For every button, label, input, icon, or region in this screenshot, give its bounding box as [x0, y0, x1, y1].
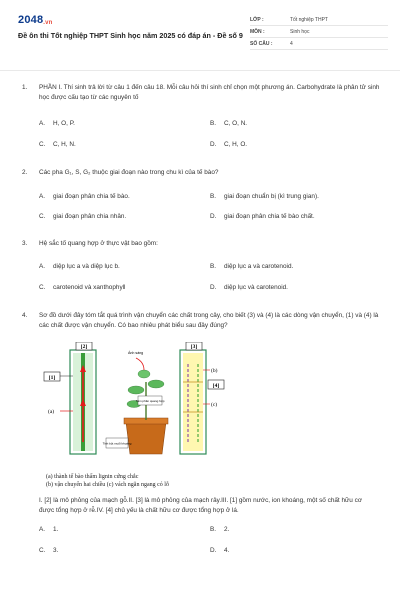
option-letter: A. [39, 263, 46, 270]
option-letter: D. [210, 547, 217, 554]
option-b[interactable] [210, 526, 229, 533]
option-text: C, H, N. [53, 141, 76, 148]
label-b: (b) [211, 368, 218, 374]
label-tam-phan: Tâm phân quang hợp [135, 399, 165, 403]
option-letter: D. [210, 213, 217, 220]
plant-transport-diagram [40, 342, 230, 474]
option-letter: C. [39, 547, 46, 554]
meta-row-count [250, 38, 388, 50]
question-stem: Các pha G₁, S, G₂ thuộc giai đoạn nào trong chu kì của tế bào? [39, 169, 219, 176]
logo-suffix: .vn [43, 20, 53, 26]
question-stem: Sơ đồ dưới đây tóm tắt quá trình vận chuyển các chất trong cây, cho biết (3) và (4) là các dòng vận chuyển, (1) và (4) là các chất được vận chuyển. Có bao nhiêu phát biểu sau đây đúng? [39, 312, 379, 329]
label-tinh-bot: Tinh bột muối khoáng [102, 441, 132, 446]
label-c: (c) [211, 402, 218, 408]
option-letter: B. [210, 120, 217, 127]
option-text: 3. [53, 547, 59, 554]
page-header [18, 14, 388, 56]
option-letter: D. [210, 284, 217, 291]
question-number: 2. [22, 169, 28, 176]
question-3 [22, 239, 380, 249]
question-4-statements [39, 496, 379, 515]
figure-caption-1: (a) thành tế bào thấm lignin cứng chắc [46, 474, 139, 480]
option-letter: C. [39, 284, 46, 291]
logo-text: 2048 [18, 14, 44, 26]
label-1: [1] [48, 375, 56, 381]
option-text: giai đoạn chuẩn bị (kì trung gian). [224, 193, 319, 200]
option-text: giai đoạn phân chia tế bào. [53, 193, 130, 200]
option-text: 2. [224, 526, 230, 533]
option-text: diệp lục a và diệp lục b. [53, 263, 120, 270]
meta-value: Sinh học [290, 29, 310, 35]
option-d[interactable] [210, 547, 229, 554]
meta-key: MÔN : [250, 29, 265, 35]
question-number: 1. [22, 84, 28, 91]
label-3: [3] [190, 344, 198, 351]
plant-leaf [138, 370, 150, 378]
option-a[interactable] [39, 526, 58, 533]
option-text: 4. [224, 547, 230, 554]
option-b[interactable] [210, 193, 319, 200]
option-c[interactable] [39, 547, 58, 554]
option-letter: B. [210, 526, 217, 533]
question-stem: Hệ sắc tố quang hợp ở thực vật bao gồm: [39, 240, 158, 247]
option-text: 1. [53, 526, 59, 533]
option-text: carotenoid và xanthophyll [53, 284, 126, 291]
figure-caption-2: (b) vận chuyển hai chiều (c) vách ngăn ngang có lỗ [46, 482, 169, 488]
question-stem: PHẦN I. Thí sinh trả lời từ câu 1 đến câu 18. Mỗi câu hỏi thí sinh chỉ chọn một phương án. Carbohydrate là phân tử sinh học được cấu tạo từ các nguyên tố [39, 84, 380, 101]
option-c[interactable] [39, 284, 125, 291]
meta-value: 4 [290, 41, 293, 47]
question-number: 3. [22, 240, 28, 247]
option-letter: A. [39, 193, 46, 200]
option-c[interactable] [39, 213, 126, 220]
question-number: 4. [22, 312, 28, 319]
option-letter: C. [39, 141, 46, 148]
option-d[interactable] [210, 213, 315, 220]
option-c[interactable] [39, 141, 76, 148]
plant-leaf [128, 386, 144, 394]
exam-title: Đề ôn thi Tốt nghiệp THPT Sinh học năm 2025 có đáp án - Đề số 9 [18, 31, 243, 40]
option-a[interactable] [39, 193, 130, 200]
option-letter: B. [210, 263, 217, 270]
option-letter: B. [210, 193, 217, 200]
option-text: giai đoạn phân chia tế bào chất. [224, 213, 315, 220]
option-d[interactable] [210, 141, 247, 148]
option-letter: A. [39, 526, 46, 533]
sunlight-arrow [136, 358, 144, 370]
option-b[interactable] [210, 263, 293, 270]
meta-key: SỐ CÂU : [250, 41, 273, 47]
label-anh-sang: Ánh sáng [128, 351, 144, 355]
option-text: giai đoạn phân chia nhân. [53, 213, 127, 220]
label-2: [2] [80, 344, 88, 351]
option-b[interactable] [210, 120, 247, 127]
header-divider [0, 70, 400, 71]
option-letter: D. [210, 141, 217, 148]
option-a[interactable] [39, 263, 120, 270]
phloem-inner [183, 353, 203, 451]
option-a[interactable] [39, 120, 75, 127]
question-4 [22, 311, 380, 330]
meta-value: Tốt nghiệp THPT [290, 17, 328, 23]
option-letter: C. [39, 213, 46, 220]
plant-pot [126, 422, 166, 454]
statements-text: I. [2] là mô phỏng của mạch gỗ.II. [3] là mô phỏng của mạch rây.III. [1] gồm nước, ion khoáng, một số chất hữu cơ được tổng hợp ở rễ.IV. [4] chủ yếu là chất hữu cơ được tổng hợp ở lá. [39, 497, 363, 514]
option-d[interactable] [210, 284, 288, 291]
option-text: diệp lục a và carotenoid. [224, 263, 294, 270]
exam-meta [250, 14, 388, 50]
question-1 [22, 83, 380, 102]
option-text: C, O, N. [224, 120, 248, 127]
meta-row-class [250, 14, 388, 26]
option-letter: A. [39, 120, 46, 127]
option-text: diệp lục và carotenoid. [224, 284, 288, 291]
label-a: (a) [48, 409, 55, 415]
option-text: H, O, P. [53, 120, 75, 127]
meta-row-subject [250, 26, 388, 38]
question-2 [22, 168, 380, 178]
label-4: [4] [212, 383, 220, 389]
meta-key: LỚP : [250, 17, 264, 23]
plant-leaf [148, 380, 164, 388]
site-logo[interactable] [18, 14, 53, 26]
option-text: C, H, O. [224, 141, 248, 148]
